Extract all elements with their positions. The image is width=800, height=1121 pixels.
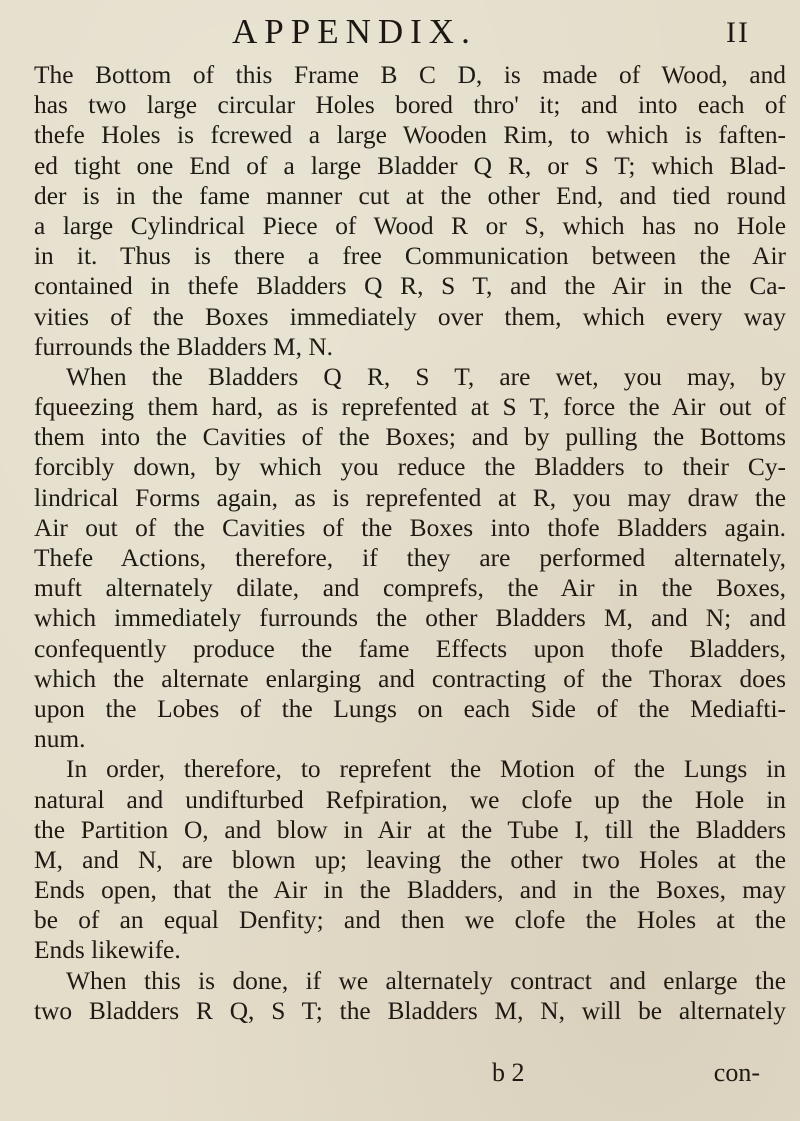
text-line: M, and N, are blown up; leaving the other two Holes at the bbox=[34, 845, 786, 874]
text-line: has two large circular Holes bored thro' it; and into each of bbox=[34, 91, 786, 120]
text-line: a large Cylindrical Piece of Wood R or S, which has no Hole bbox=[34, 211, 786, 240]
paragraph-1 bbox=[34, 60, 786, 362]
signature-mark: b 2 bbox=[492, 1058, 525, 1087]
text-line: Thefe Actions, therefore, if they are performed alternately, bbox=[34, 544, 786, 572]
page-number: II bbox=[726, 16, 750, 49]
text-line: Air out of the Cavities of the Boxes into thofe Bladders again. bbox=[34, 513, 786, 542]
text-line: ed tight one End of a large Bladder Q R, or S T; which Blad- bbox=[34, 151, 786, 180]
paragraph-2 bbox=[34, 362, 786, 754]
text-line: When this is done, if we alternately contract and enlarge the bbox=[66, 966, 786, 995]
text-line: fqueezing them hard, as is reprefented at S T, force the Air out of bbox=[34, 393, 786, 422]
catchword: con- bbox=[713, 1058, 760, 1087]
text-line: In order, therefore, to reprefent the Motion of the Lungs in bbox=[66, 755, 786, 784]
body-text bbox=[34, 60, 786, 1026]
text-line: muft alternately dilate, and comprefs, the Air in the Boxes, bbox=[34, 574, 786, 603]
text-line: natural and undifturbed Refpiration, we clofe up the Hole in bbox=[34, 785, 786, 814]
text-line: upon the Lobes of the Lungs on each Side of the Mediafti- bbox=[34, 694, 786, 723]
text-line: Ends likewife. bbox=[34, 936, 181, 965]
page-footer bbox=[0, 1058, 800, 1092]
text-line: vities of the Boxes immediately over them, which every way bbox=[34, 302, 786, 331]
text-line: num. bbox=[34, 725, 86, 754]
text-line: der is in the fame manner cut at the other End, and tied round bbox=[34, 181, 786, 210]
text-line: them into the Cavities of the Boxes; and by pulling the Bottoms bbox=[34, 423, 786, 452]
text-line: lindrical Forms again, as is reprefented at R, you may draw the bbox=[34, 483, 786, 512]
paragraph-4 bbox=[34, 966, 786, 1026]
text-line: the Partition O, and blow in Air at the Tube I, till the Bladders bbox=[34, 815, 786, 844]
text-line: which immediately furrounds the other Bladders M, and N; and bbox=[34, 604, 786, 633]
running-header bbox=[0, 12, 800, 56]
text-line: which the alternate enlarging and contracting of the Thorax does bbox=[34, 664, 786, 693]
text-line: The Bottom of this Frame B C D, is made of Wood, and bbox=[34, 61, 786, 89]
text-line: contained in thefe Bladders Q R, S T, and the Air in the Ca- bbox=[34, 272, 786, 301]
text-line: be of an equal Denfity; and then we clofe the Holes at the bbox=[34, 906, 786, 935]
text-line: forcibly down, by which you reduce the Bladders to their Cy- bbox=[34, 453, 786, 482]
running-title: APPENDIX. bbox=[232, 12, 477, 51]
text-line: furrounds the Bladders M, N. bbox=[34, 332, 333, 361]
paragraph-3 bbox=[34, 754, 786, 965]
text-line: two Bladders R Q, S T; the Bladders M, N, will be alternately bbox=[34, 996, 786, 1025]
text-line: Ends open, that the Air in the Bladders, and in the Boxes, may bbox=[34, 876, 786, 905]
text-line: confequently produce the fame Effects upon thofe Bladders, bbox=[34, 634, 786, 663]
text-line: in it. Thus is there a free Communication between the Air bbox=[34, 242, 786, 271]
text-line: thefe Holes is fcrewed a large Wooden Rim, to which is faften- bbox=[34, 121, 786, 150]
text-line: When the Bladders Q R, S T, are wet, you may, by bbox=[66, 362, 786, 391]
